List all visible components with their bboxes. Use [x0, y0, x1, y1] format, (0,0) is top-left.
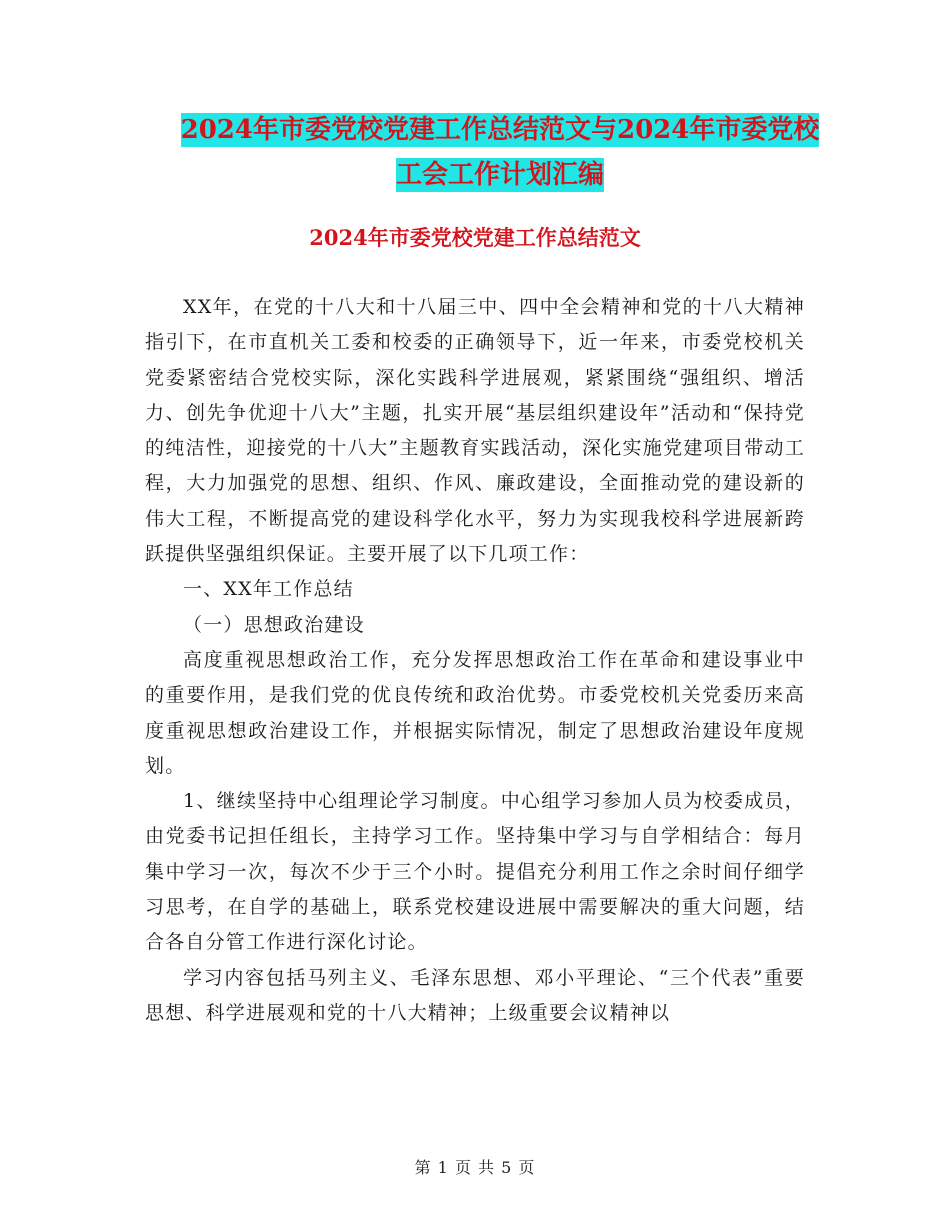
document-title-line-2	[140, 158, 860, 192]
subsection-heading: （一）思想政治建设	[183, 613, 365, 636]
paragraph: 高度重视思想政治工作，充分发挥思想政治工作在革命和建设事业中的重要作用，是我们党的优良传统和政治优势。市委党校机关党委历来高度重视思想政治建设工作，并根据实际情况，制定了思想政治建设年度规划。	[145, 648, 805, 777]
page-footer: 第 1 页 共 5 页	[414, 1158, 536, 1177]
paragraph: XX年，在党的十八大和十八届三中、四中全会精神和党的十八大精神指引下，在市直机关工委和校委的正确领导下，近一年来，市委党校机关党委紧密结合党校实际，深化实践科学进展观，紧紧围绕“强组织、增活力、创先争优迎十八大”主题，扎实开展“基层组织建设年”活动和“保持党的纯洁性，迎接党的十八大”主题教育实践活动，深化实施党建项目带动工程，大力加强党的思想、组织、作风、廉政建设，全面推动党的建设新的伟大工程，不断提高党的建设科学化水平，努力为实现我校科学进展新跨跃提供坚强组织保证。主要开展了以下几项工作：	[145, 296, 805, 566]
paragraph: 1、继续坚持中心组理论学习制度。中心组学习参加人员为校委成员，由党委书记担任组长，主持学习工作。坚持集中学习与自学相结合：每月集中学习一次，每次不少于三个小时。提倡充分利用工作之余时间仔细学习思考，在自学的基础上，联系党校建设进展中需要解决的重大问题，结合各自分管工作进行深化讨论。	[145, 790, 805, 954]
section-heading: 一、XX年工作总结	[183, 578, 354, 601]
title-highlight: 2024年市委党校党建工作总结范文与2024年市委党校	[180, 115, 820, 145]
body-text	[145, 290, 805, 1031]
paragraph: 学习内容包括马列主义、毛泽东思想、邓小平理论、“三个代表”重要思想、科学进展观和党的十八大精神；上级重要会议精神以	[145, 966, 805, 1024]
section-subtitle: 2024年市委党校党建工作总结范文	[309, 225, 641, 250]
document-title-line-1	[140, 113, 860, 147]
title-highlight: 工会工作计划汇编	[395, 160, 604, 190]
